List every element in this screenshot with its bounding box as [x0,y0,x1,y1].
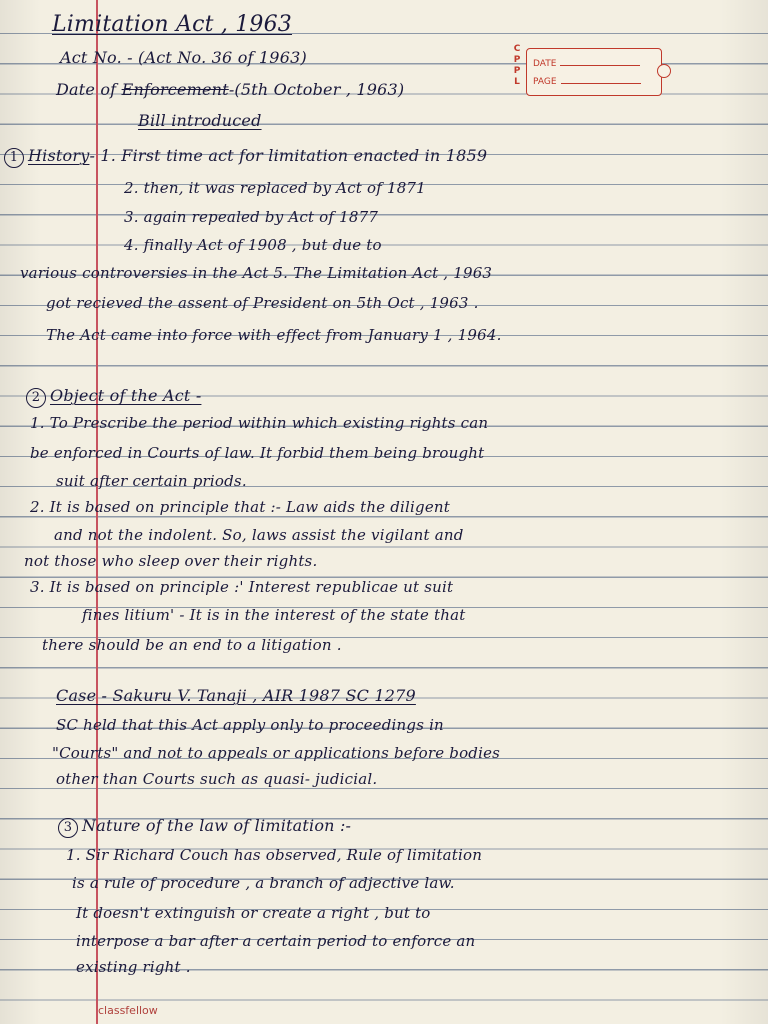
act-number: Act No. - (Act No. 36 of 1963) [60,48,307,67]
date-prefix: Date of [56,80,117,99]
case-title: Case - Sakuru V. Tanaji , AIR 1987 SC 1279 [56,686,416,705]
nature-title: Nature of the law of limitation :- [82,816,352,835]
nature-line: It doesn't extinguish or create a right , but to [76,904,431,922]
date-of-enforcement [56,82,404,98]
case-heading [56,688,416,704]
history-line: various controversies in the Act 5. The Limitation Act , 1963 [20,264,493,282]
page-title: Limitation Act , 1963 [52,12,293,37]
date-value: -(5th October , 1963) [228,80,405,99]
object-line: there should be an end to a litigation . [42,636,342,654]
case-line: "Courts" and not to appeals or applications before bodies [52,744,501,762]
section-number: 2 [26,388,46,408]
date-label: DATE [533,59,557,69]
history-line: The Act came into force with effect from January 1 , 1964. [46,326,502,344]
nature-heading [58,818,351,838]
history-line: got recieved the assent of President on 5th Oct , 1963 . [46,294,479,312]
history-line: 4. finally Act of 1908 , but due to [124,236,382,254]
object-line: fines litium' - It is in the interest of the state that [82,606,466,624]
nature-line: is a rule of procedure , a branch of adjective law. [72,874,455,892]
cppl-letter: P [513,66,521,76]
ring-tab-icon [657,64,671,78]
object-heading [26,388,201,408]
object-line: suit after certain priods. [56,472,247,490]
history-title: History [28,146,90,165]
cppl-letter: C [513,44,521,54]
case-line: other than Courts such as quasi- judicial. [56,770,378,788]
history-line: - 1. First time act for limitation enacted in 1859 [89,146,488,165]
object-title: Object of the Act - [50,386,202,405]
object-line: 3. It is based on principle :' Interest republicae ut suit [30,578,454,596]
object-line: and not the indolent. So, laws assist the vigilant and [54,526,464,544]
object-line: 1. To Prescribe the period within which existing rights can [30,414,489,432]
struck-word: Enforcement [121,80,229,99]
history-line: 2. then, it was replaced by Act of 1871 [124,179,426,197]
object-line: not those who sleep over their rights. [24,552,318,570]
page-label: PAGE [533,77,557,87]
date-row [533,59,653,69]
bill-introduced: Bill introduced [138,111,262,130]
nature-line: interpose a bar after a certain period to enforce an [76,932,476,950]
history-line: 3. again repealed by Act of 1877 [124,208,379,226]
nature-line: existing right . [76,958,191,976]
page-row [533,77,653,87]
case-line: SC held that this Act apply only to proceedings in [56,716,444,734]
cppl-letters [512,44,522,88]
cppl-letter: L [514,77,520,87]
cppl-letter: P [513,55,521,65]
section-number: 3 [58,818,78,838]
history-heading [4,148,487,168]
date-page-box [526,48,662,96]
brand-logo: classfellow [98,1004,158,1017]
object-line: 2. It is based on principle that :- Law aids the diligent [30,498,451,516]
section-number: 1 [4,148,24,168]
object-line: be enforced in Courts of law. It forbid them being brought [30,444,485,462]
nature-line: 1. Sir Richard Couch has observed, Rule of limitation [66,846,483,864]
